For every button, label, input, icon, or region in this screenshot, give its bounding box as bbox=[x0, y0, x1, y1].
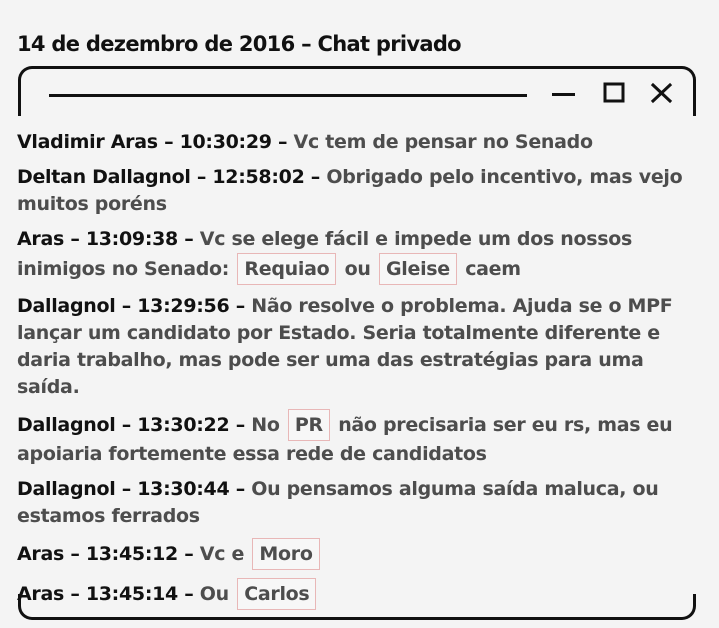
chat-message bbox=[17, 409, 687, 468]
title-line bbox=[49, 94, 527, 97]
message-text: caem bbox=[458, 258, 521, 280]
redacted-name: Requiao bbox=[237, 253, 336, 285]
redacted-name: PR bbox=[288, 409, 330, 441]
message-text: Vc se elege fácil e impede um dos nossos inimigos no Senado: bbox=[17, 228, 633, 280]
maximize-icon[interactable] bbox=[597, 78, 631, 110]
message-sender: Vladimir Aras – 10:30:29 – bbox=[17, 131, 288, 153]
message-sender: Dallagnol – 13:29:56 – bbox=[17, 295, 245, 317]
chat-message bbox=[17, 226, 687, 285]
message-text: Vc e bbox=[199, 543, 251, 565]
message-text: Não resolve o problema. Ajuda se o MPF lançar um candidato por Estado. Seria totalmente diferente e daria trabalho, mas pode ser uma das estratégias para uma saída. bbox=[17, 295, 673, 398]
window-bottom-frame bbox=[18, 594, 696, 620]
message-text: Obrigado pelo incentivo, mas vejo muitos poréns bbox=[17, 166, 683, 215]
redacted-name: Gleise bbox=[379, 253, 457, 285]
chat-message bbox=[17, 293, 687, 401]
minimize-icon[interactable] bbox=[547, 78, 581, 110]
message-text: Ou bbox=[199, 583, 236, 605]
message-sender: Dallagnol – 13:30:22 – bbox=[17, 414, 245, 436]
message-text: não precisaria ser eu rs, mas eu apoiaria fortemente essa rede de candidatos bbox=[17, 414, 673, 465]
chat-message bbox=[17, 538, 687, 570]
window-titlebar bbox=[18, 66, 696, 116]
message-text: Vc tem de pensar no Senado bbox=[293, 131, 593, 153]
message-text: Ou pensamos alguma saída maluca, ou estamos ferrados bbox=[17, 478, 659, 527]
message-sender: Deltan Dallagnol – 12:58:02 – bbox=[17, 166, 321, 188]
message-sender: Dallagnol – 13:30:44 – bbox=[17, 478, 245, 500]
chat-message bbox=[17, 476, 687, 530]
message-sender: Aras – 13:45:14 – bbox=[17, 583, 194, 605]
redacted-name: Moro bbox=[252, 538, 319, 570]
chat-message bbox=[17, 164, 687, 218]
close-icon[interactable] bbox=[645, 78, 679, 110]
message-text: No bbox=[251, 414, 286, 436]
chat-date-title: 14 de dezembro de 2016 – Chat privado bbox=[17, 32, 461, 56]
redacted-name: Carlos bbox=[237, 578, 316, 610]
message-list bbox=[17, 129, 687, 618]
message-sender: Aras – 13:45:12 – bbox=[17, 543, 194, 565]
message-sender: Aras – 13:09:38 – bbox=[17, 228, 194, 250]
chat-message bbox=[17, 129, 687, 156]
message-text: ou bbox=[338, 258, 377, 280]
